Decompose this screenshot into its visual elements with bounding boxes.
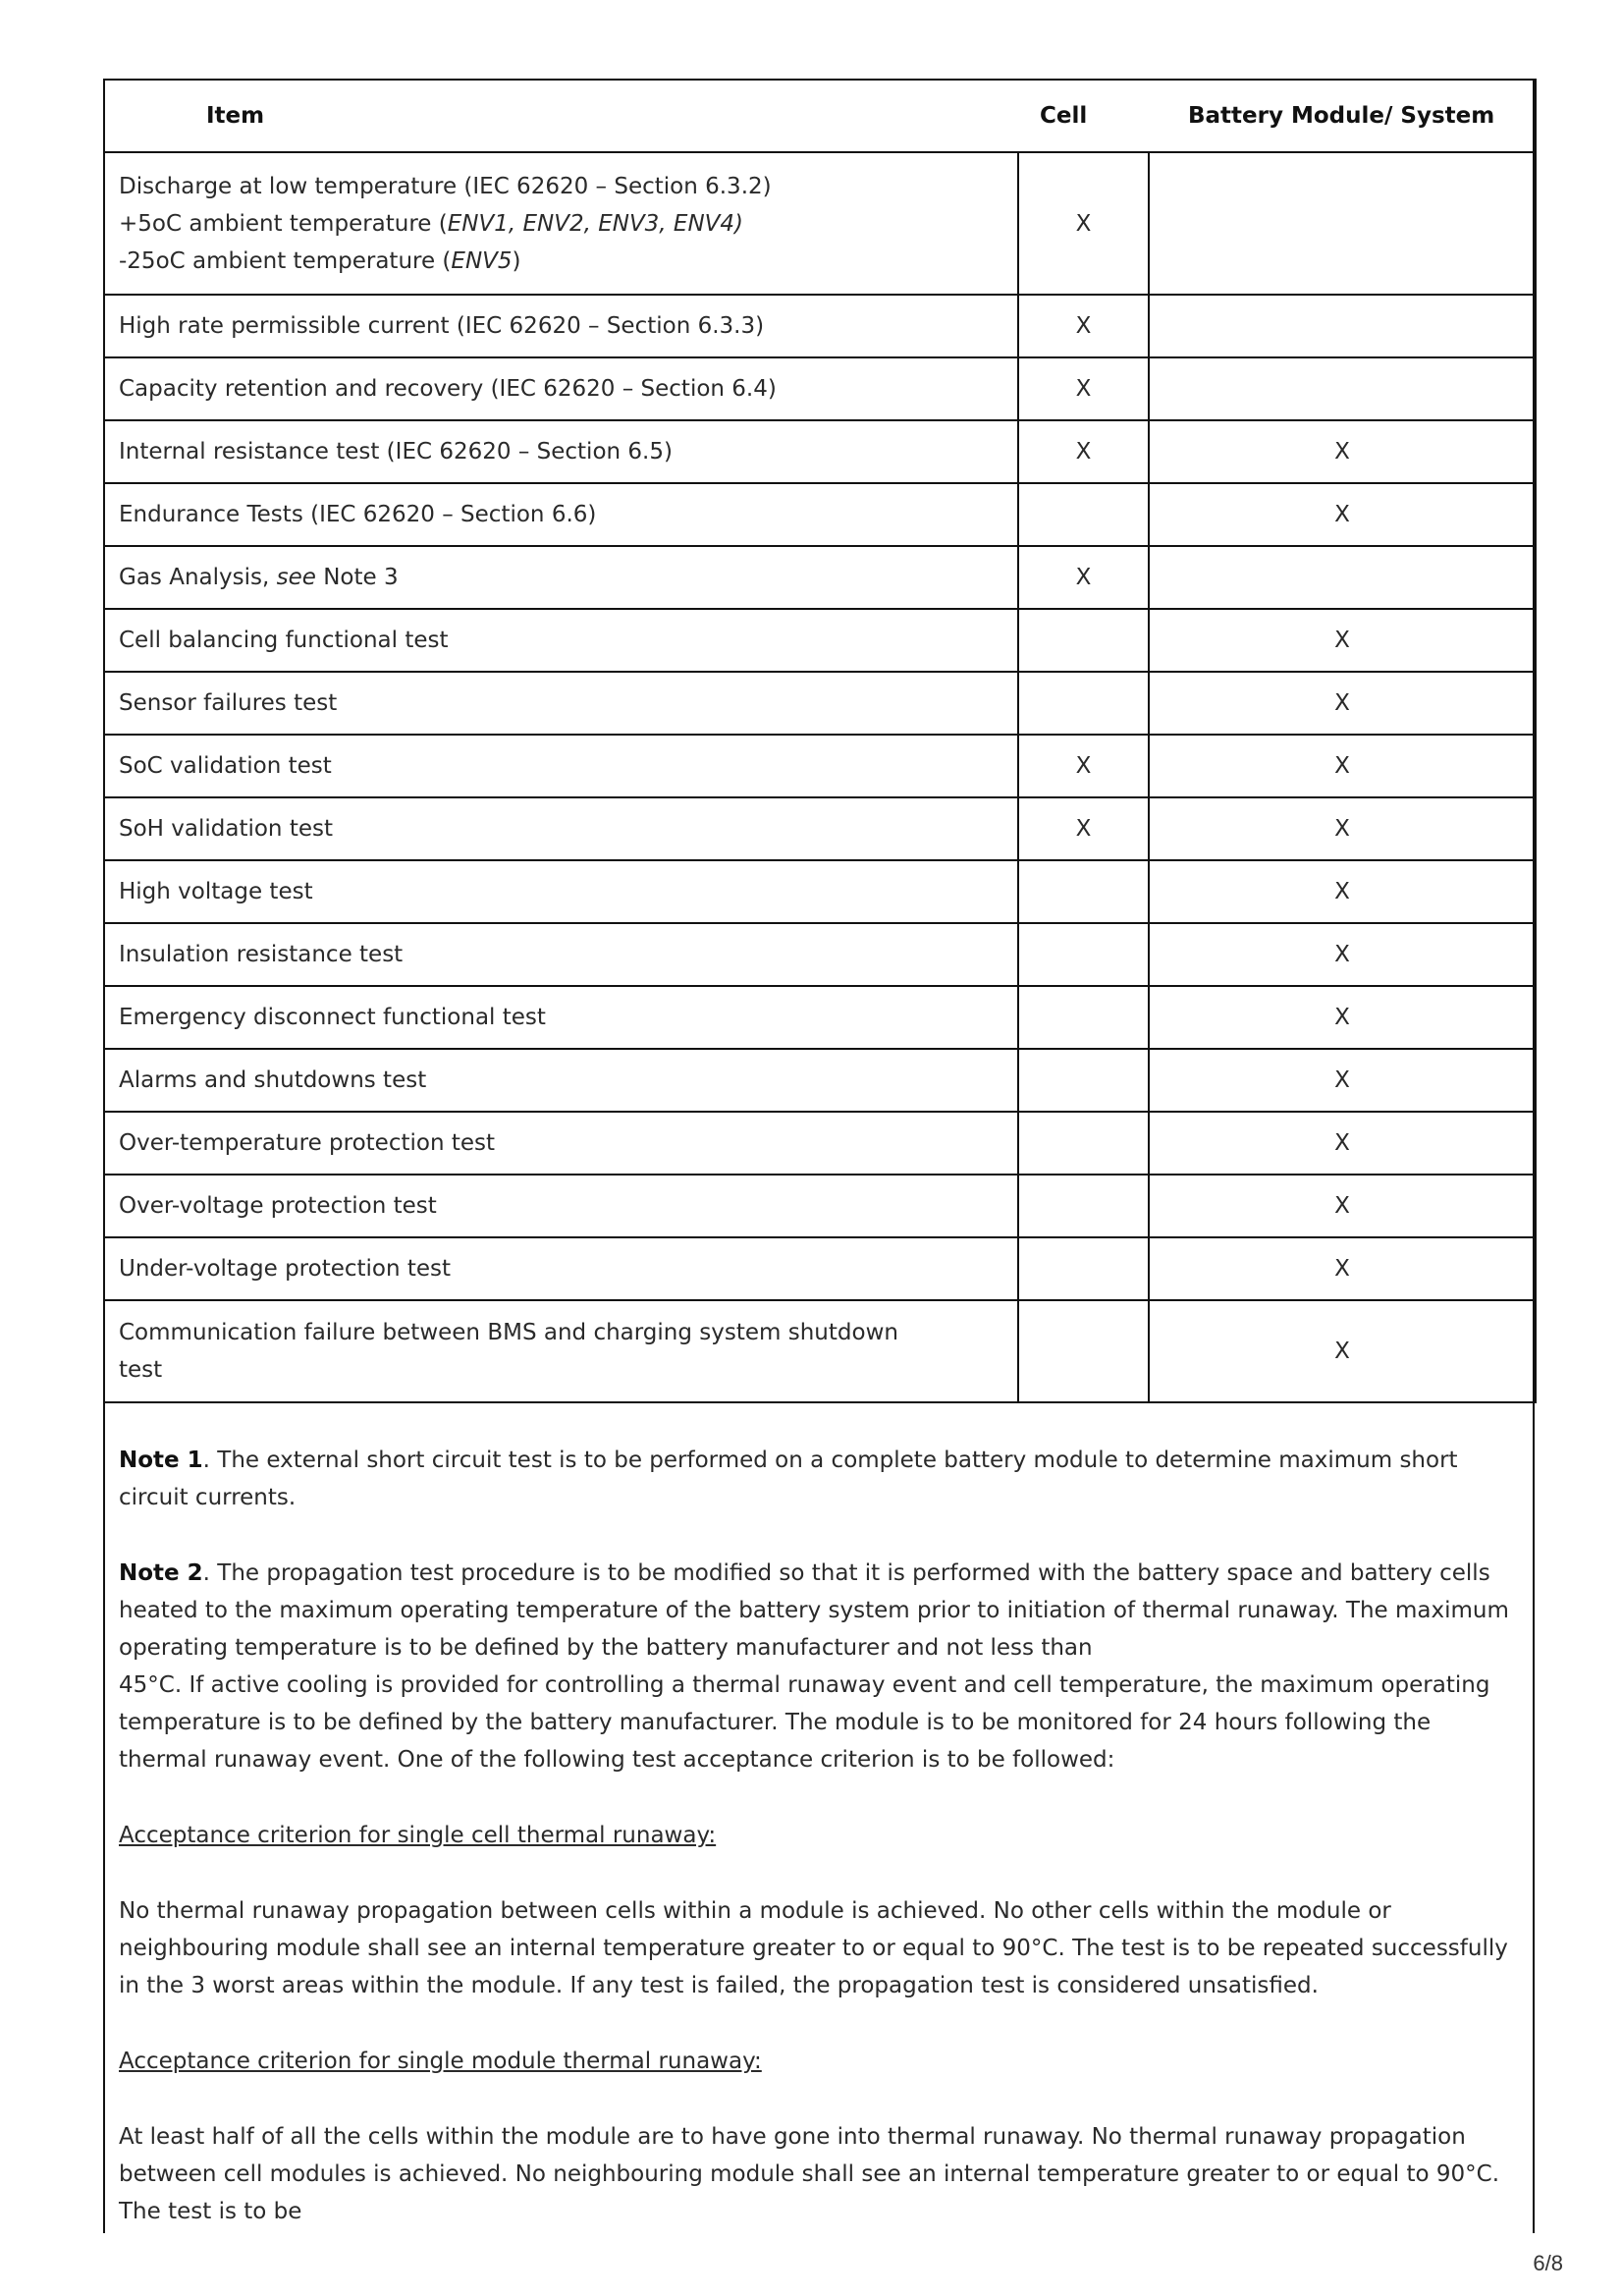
item-cell: High rate permissible current (IEC 62620 – Section 6.3.3) [104, 295, 1018, 357]
note-2-label: Note 2 [119, 1560, 203, 1586]
item-cell: Under-voltage protection test [104, 1237, 1018, 1300]
cell-mark: X [1018, 735, 1149, 797]
criterion-1-heading [119, 1817, 1513, 1854]
system-mark: X [1149, 1237, 1536, 1300]
item-text: +5oC ambient temperature ( [119, 210, 448, 237]
item-line: test [119, 1357, 163, 1383]
cell-mark [1018, 986, 1149, 1049]
notes-section [119, 1442, 1513, 2269]
cell-mark [1018, 672, 1149, 735]
note-2 [119, 1555, 1513, 1778]
table-row [104, 295, 1536, 357]
system-mark: X [1149, 735, 1536, 797]
item-cell: Sensor failures test [104, 672, 1018, 735]
system-mark: X [1149, 420, 1536, 483]
cell-mark: X [1018, 357, 1149, 420]
cell-mark [1018, 923, 1149, 986]
cell-mark [1018, 1175, 1149, 1237]
table-row [104, 1049, 1536, 1112]
table-row [104, 797, 1536, 860]
item-emphasis: see [276, 565, 316, 590]
cell-mark [1018, 483, 1149, 546]
criterion-1-text: No thermal runaway propagation between cells within a module is achieved. No other cells within the module or neighbouring module shall see an internal temperature greater to or equal to 90°C. The test is to be repeated successfully in the 3 worst areas within the module. If any test is failed, the propagation test is considered unsatisfied. [119, 1898, 1508, 1998]
note-1-label: Note 1 [119, 1448, 203, 1473]
header-item: Item [104, 80, 1018, 152]
item-line: Communication failure between BMS and charging system shutdown [119, 1320, 898, 1345]
item-cell: Capacity retention and recovery (IEC 62620 – Section 6.4) [104, 357, 1018, 420]
system-mark [1149, 152, 1536, 295]
system-mark [1149, 295, 1536, 357]
criterion-2-text: At least half of all the cells within the module are to have gone into thermal runaway. No thermal runaway propagation between cell modules is achieved. No neighbouring module shall see an internal temperature greater to or equal to 90°C. The test is to be [119, 2124, 1500, 2224]
criterion-2-heading-text: Acceptance criterion for single module thermal runaway: [119, 2049, 762, 2074]
test-matrix-table [103, 79, 1537, 1403]
item-text: Note 3 [315, 565, 399, 590]
cell-mark [1018, 1112, 1149, 1175]
item-text: -25oC ambient temperature ( [119, 247, 452, 274]
item-cell: SoH validation test [104, 797, 1018, 860]
system-mark: X [1149, 483, 1536, 546]
cell-mark: X [1018, 295, 1149, 357]
item-cell: Over-voltage protection test [104, 1175, 1018, 1237]
cell-mark: X [1018, 546, 1149, 609]
note-2-text-continued: 45°C. If active cooling is provided for controlling a thermal runaway event and cell temperature, the maximum operating temperature is to be defined by the battery manufacturer. The module is to be monitored for 24 hours following the thermal runaway event. One of the following test acceptance criterion is to be followed: [119, 1672, 1490, 1773]
note-1 [119, 1442, 1513, 1516]
item-cell: High voltage test [104, 860, 1018, 923]
item-cell: Insulation resistance test [104, 923, 1018, 986]
table-row [104, 735, 1536, 797]
item-cell: SoC validation test [104, 735, 1018, 797]
table-row [104, 483, 1536, 546]
table-row [104, 152, 1536, 295]
table-row [104, 1112, 1536, 1175]
system-mark: X [1149, 797, 1536, 860]
item-cell: Cell balancing functional test [104, 609, 1018, 672]
table-row [104, 672, 1536, 735]
note-1-text: . The external short circuit test is to be performed on a complete battery module to determine maximum short circuit currents. [119, 1448, 1458, 1510]
system-mark: X [1149, 672, 1536, 735]
item-cell: Alarms and shutdowns test [104, 1049, 1018, 1112]
criterion-2-heading [119, 2043, 1513, 2080]
cell-mark [1018, 860, 1149, 923]
cell-mark: X [1018, 420, 1149, 483]
item-emphasis: ENV5 [451, 247, 513, 274]
system-mark: X [1149, 1112, 1536, 1175]
table-row [104, 357, 1536, 420]
item-cell: Over-temperature protection test [104, 1112, 1018, 1175]
table-row [104, 609, 1536, 672]
item-cell: Endurance Tests (IEC 62620 – Section 6.6) [104, 483, 1018, 546]
system-mark: X [1149, 923, 1536, 986]
item-cell [104, 1300, 1018, 1402]
cell-mark: X [1018, 152, 1149, 295]
table-row [104, 1300, 1536, 1402]
cell-mark [1018, 1237, 1149, 1300]
table-row [104, 986, 1536, 1049]
criterion-1-heading-text: Acceptance criterion for single cell thermal runaway: [119, 1823, 717, 1848]
table-row [104, 1175, 1536, 1237]
item-line [119, 205, 1003, 243]
item-text: ) [512, 247, 521, 274]
item-cell: Internal resistance test (IEC 62620 – Section 6.5) [104, 420, 1018, 483]
table-header-row [104, 80, 1536, 152]
header-system: Battery Module/ System [1149, 80, 1536, 152]
system-mark: X [1149, 1175, 1536, 1237]
system-mark: X [1149, 860, 1536, 923]
cell-mark [1018, 1049, 1149, 1112]
system-mark [1149, 546, 1536, 609]
cell-mark: X [1018, 797, 1149, 860]
page-number: 6/8 [1533, 2251, 1563, 2275]
item-cell [104, 546, 1018, 609]
system-mark: X [1149, 609, 1536, 672]
system-mark [1149, 357, 1536, 420]
header-cell: Cell [1018, 80, 1149, 152]
system-mark: X [1149, 986, 1536, 1049]
cell-mark [1018, 609, 1149, 672]
item-cell: Emergency disconnect functional test [104, 986, 1018, 1049]
table-row [104, 860, 1536, 923]
table-row [104, 923, 1536, 986]
table-row [104, 420, 1536, 483]
table-row [104, 546, 1536, 609]
note-2-text: . The propagation test procedure is to be modified so that it is performed with the battery space and battery cells heated to the maximum operating temperature of the battery system prior to initiation of thermal runaway. The maximum operating temperature is to be defined by the battery manufacturer and not less than [119, 1560, 1509, 1661]
item-line: Discharge at low temperature (IEC 62620 – Section 6.3.2) [119, 173, 772, 199]
item-text: Gas Analysis, [119, 565, 277, 590]
table-row [104, 1237, 1536, 1300]
system-mark: X [1149, 1049, 1536, 1112]
item-line [119, 243, 1003, 280]
system-mark: X [1149, 1300, 1536, 1402]
item-emphasis: ENV1, ENV2, ENV3, ENV4) [447, 210, 744, 237]
cell-mark [1018, 1300, 1149, 1402]
item-cell [104, 152, 1018, 295]
